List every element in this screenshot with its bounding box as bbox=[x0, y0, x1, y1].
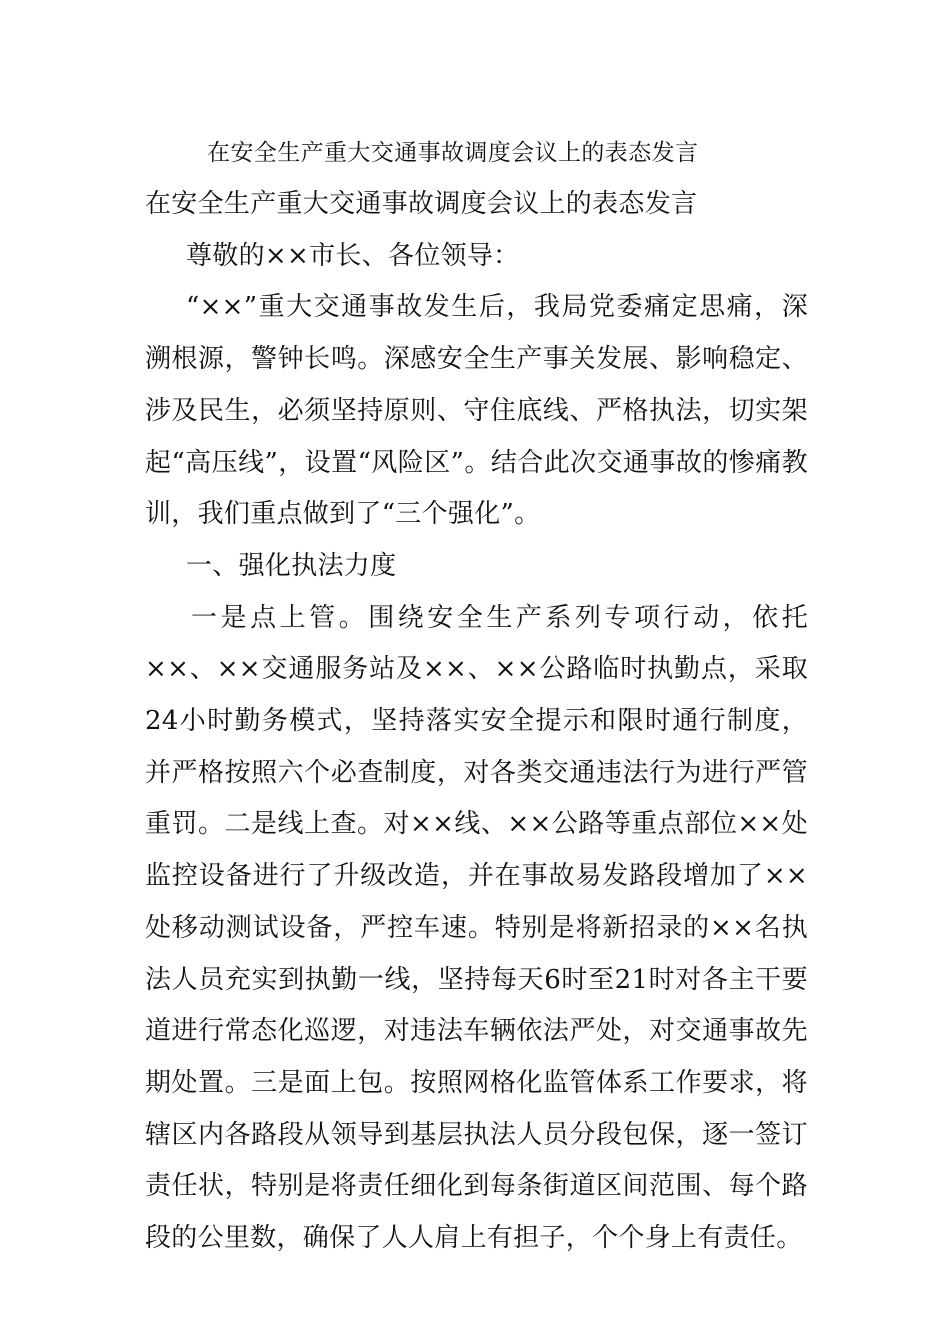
section-paragraph: 一是点上管。围绕安全生产系列专项行动，依托××、××交通服务站及××、××公路临时执勤点，采取24小时勤务模式，坚持落实安全提示和限时通行制度，并严格按照六个必查制度，对各类交通违法行为进行严管重罚。二是线上查。对××线、××公路等重点部位××处监控设备进行了升级改造，并在事故易发路段增加了××处移动测试设备，严控车速。特别是将新招录的××名执法人员充实到执勤一线，坚持每天6时至21时对各主干要道进行常态化巡逻，对违法车辆依法严处，对交通事故先期处置。三是面上包。按照网格化监管体系工作要求，将辖区内各路段从领导到基层执法人员分段包保，逐一签订责任状，特别是将责任细化到每条街道区间范围、每个路段的公里数，确保了人人肩上有担子，个个身上有责任。 bbox=[145, 602, 808, 1254]
salutation: 尊敬的××市长、各位领导： bbox=[186, 240, 520, 271]
section-heading: 一、强化执法力度 bbox=[186, 550, 397, 581]
document-body bbox=[145, 179, 808, 1265]
intro-paragraph: “××”重大交通事故发生后，我局党委痛定思痛，深溯根源，警钟长鸣。深感安全生产事关发展、影响稳定、涉及民生，必须坚持原则、守住底线、严格执法，切实架起“高压线”，设置“风险区”。结合此次交通事故的惨痛教训，我们重点做到了“三个强化”。 bbox=[145, 292, 808, 530]
document-heading: 在安全生产重大交通事故调度会议上的表态发言 bbox=[145, 189, 698, 219]
document-top-title: 在安全生产重大交通事故调度会议上的表态发言 bbox=[207, 140, 699, 166]
